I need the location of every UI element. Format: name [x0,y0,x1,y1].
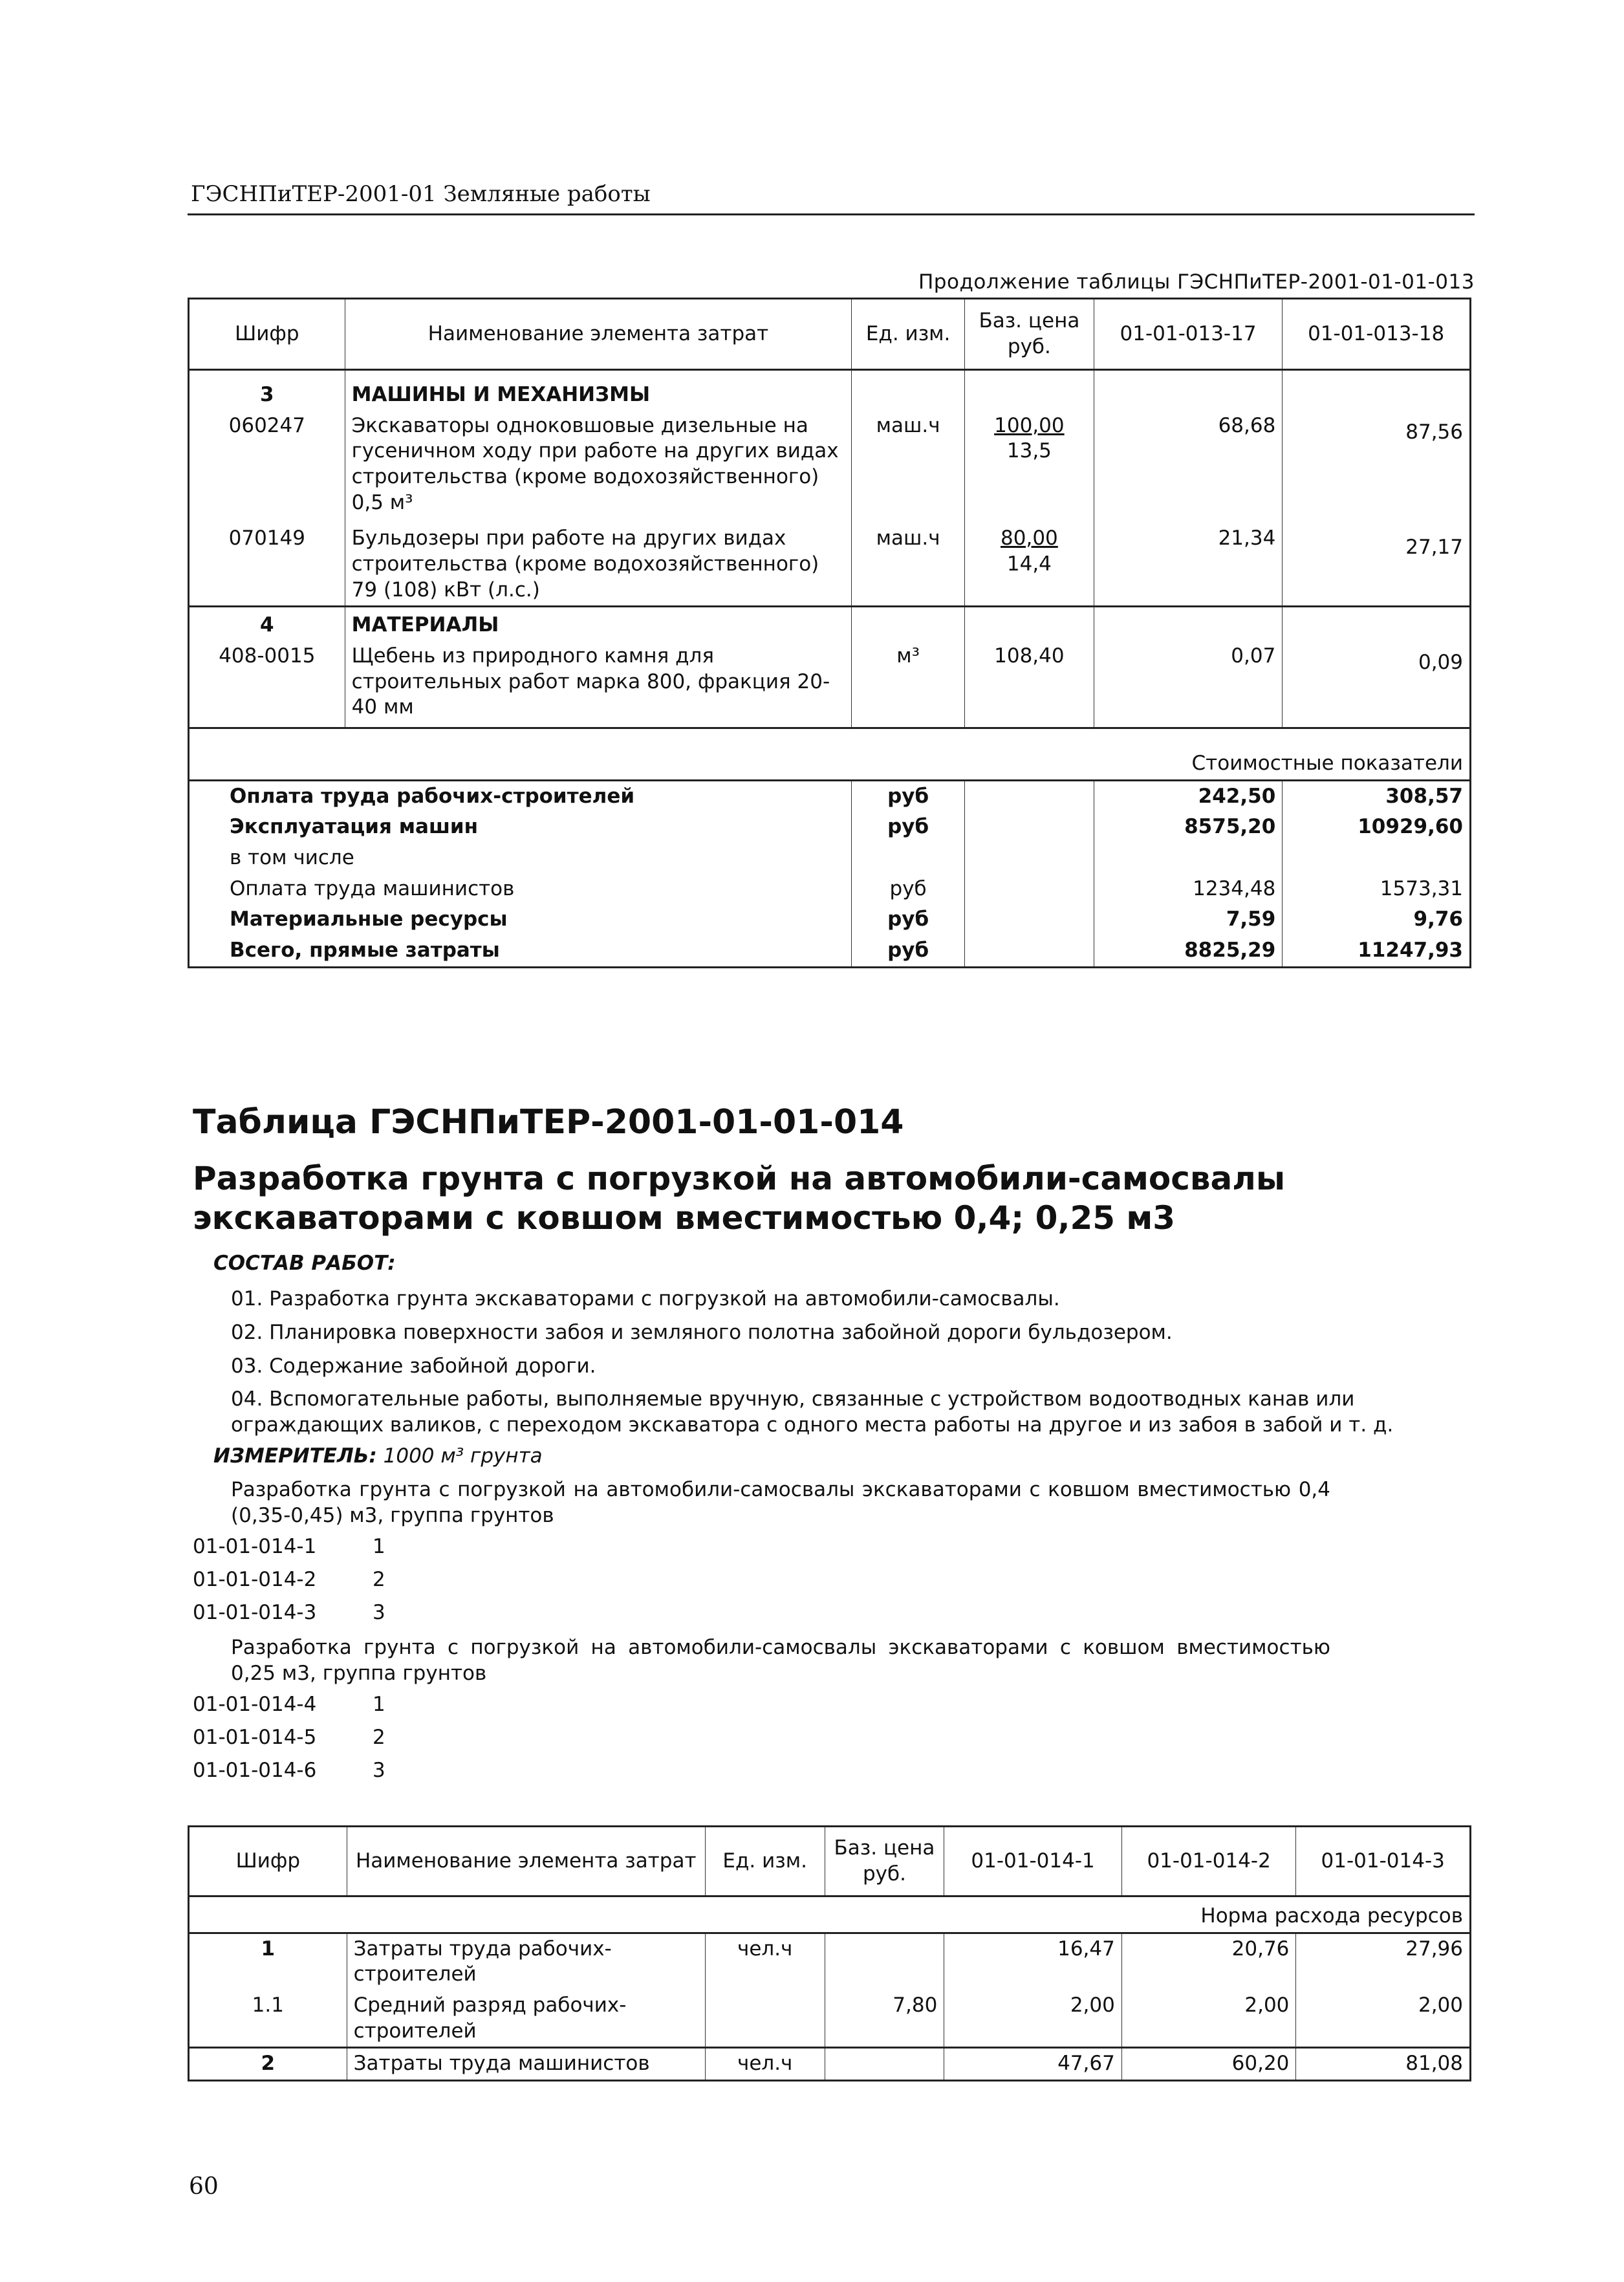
col-name: Наименование элемента затрат [347,1827,705,1896]
totals-unit: руб [852,904,965,935]
col-name: Наименование элемента затрат [345,299,852,370]
row-price: 108,40 [965,641,1094,728]
norm-header-row [189,1896,1471,1933]
section-row-machines [189,370,1471,411]
totals-value-18: 308,57 [1385,784,1463,808]
col-unit: Ед. изм. [852,299,965,370]
table-row [189,1933,1471,1990]
work-item: 02. Планировка поверхности забоя и земляного полотна забойной дороги бульдозером. [231,1321,1173,1344]
group: 2 [373,1726,385,1749]
col-01-01-013-18: 01-01-013-18 [1308,321,1445,345]
row-unit: чел.ч [705,2048,825,2081]
section-name: МАТЕРИАЛЫ [345,607,852,641]
col-code: Шифр [189,1827,347,1896]
row-price [965,411,1094,519]
row-code: 408-0015 [189,641,345,728]
code: 01-01-014-2 [193,1568,317,1591]
row-price: 7,80 [825,1990,944,2048]
code: 01-01-014-3 [193,1601,317,1624]
row-code: 060247 [189,411,345,519]
row-value-17: 0,07 [1094,641,1283,728]
page-number: 60 [189,2173,219,2200]
totals-name: Оплата труда рабочих-строителей [189,780,852,812]
table-row [189,411,1471,519]
totals-name: Эксплуатация машин [189,812,852,843]
row-value-2: 60,20 [1121,2048,1296,2081]
totals-name: Всего, прямые затраты [189,935,852,967]
totals-value-17: 1234,48 [1094,874,1283,905]
row-value-18: 87,56 [1405,420,1463,444]
row-code: 070149 [189,518,345,607]
price-bottom: 14,4 [1006,552,1052,576]
row-code: 1 [189,1933,347,1990]
row-unit [705,1990,825,2048]
group: 3 [373,1601,385,1624]
row-unit: м³ [852,641,965,728]
group: 2 [373,1568,385,1591]
norm-header: Норма расхода ресурсов [1200,1904,1463,1928]
row-value-3: 27,96 [1405,1937,1463,1961]
row-unit: маш.ч [852,411,965,519]
col-code: Шифр [189,299,345,370]
row-value-3: 2,00 [1418,1994,1463,2017]
totals-row [189,843,1471,874]
row-price [825,1933,944,1990]
totals-row [189,935,1471,967]
code: 01-01-014-1 [193,1535,317,1558]
section-name: МАШИНЫ И МЕХАНИЗМЫ [345,370,852,411]
totals-unit: руб [852,812,965,843]
row-value-1: 16,47 [944,1933,1122,1990]
totals-row [189,874,1471,905]
totals-unit: руб [852,935,965,967]
row-value-2: 20,76 [1121,1933,1296,1990]
header-rule [188,213,1475,215]
row-price [965,518,1094,607]
table2 [188,1825,1471,2081]
row-value-18: 27,17 [1405,536,1463,560]
price-top: 100,00 [994,413,1065,437]
izmeritel-value: 1000 м³ грунта [383,1444,543,1468]
row-code: 2 [189,2048,347,2081]
group2-text: Разработка грунта с погрузкой на автомобили-самосвалы экскаваторами с ковшом вместимостью 0,25 м3, группа грунтов [231,1636,1330,1686]
group: 3 [373,1759,385,1782]
totals-name: в том числе [189,843,852,874]
table-row [189,641,1471,728]
work-item: 01. Разработка грунта экскаваторами с погрузкой на автомобили-самосвалы. [231,1287,1060,1310]
section-subtitle: Разработка грунта с погрузкой на автомобили-самосвалы экскаваторами с ковшом вместимостью 0,4; 0,25 м3 [193,1160,1286,1237]
totals-name: Оплата труда машинистов [189,874,852,905]
row-name: Затраты труда машинистов [347,2048,705,2081]
totals-value-17: 7,59 [1094,904,1283,935]
section-code: 4 [189,607,345,641]
cost-header: Стоимостные показатели [1191,752,1463,776]
table1-header-row [189,299,1471,370]
list-item [193,1759,385,1782]
row-code: 1.1 [189,1990,347,2048]
totals-unit: руб [852,780,965,812]
row-name: Средний разряд рабочих-строителей [347,1990,705,2048]
row-unit: чел.ч [705,1933,825,1990]
col-01-01-013-17: 01-01-013-17 [1094,299,1283,370]
price-bottom: 13,5 [1006,439,1052,463]
totals-row [189,904,1471,935]
table1-caption: Продолжение таблицы ГЭСНПиТЕР-2001-01-01-013 [918,270,1475,294]
row-name: Затраты труда рабочих-строителей [347,1933,705,1990]
totals-row [189,780,1471,812]
table2-header-row [189,1827,1471,1896]
totals-name: Материальные ресурсы [189,904,852,935]
list-item [193,1726,385,1749]
col-unit: Ед. изм. [705,1827,825,1896]
row-name: Экскаваторы одноковшовые дизельные на гусеничном ходу при работе на других видах строительства (кроме водохозяйственного) 0,5 м³ [345,411,852,519]
list-item [193,1601,385,1624]
totals-value-18: 1573,31 [1380,876,1463,900]
col-price: Баз. цена руб. [825,1827,944,1896]
row-value-17: 21,34 [1094,518,1283,607]
row-value-2: 2,00 [1121,1990,1296,2048]
totals-value-18: 11247,93 [1358,939,1463,962]
running-header: ГЭСНПиТЕР-2001-01 Земляные работы [191,181,651,207]
row-value-3: 81,08 [1405,2052,1463,2076]
table-row [189,518,1471,607]
row-name: Щебень из природного камня для строительных работ марка 800, фракция 20-40 мм [345,641,852,728]
col-01-01-014-2: 01-01-014-2 [1121,1827,1296,1896]
work-item: 04. Вспомогательные работы, выполняемые вручную, связанные с устройством водоотводных канав или ограждающих валиков, с переходом экскаватора с одного места работы на другое и из забоя в забой и т. д. [231,1387,1394,1437]
izmeritel [213,1444,543,1468]
group1-text: Разработка грунта с погрузкой на автомобили-самосвалы экскаваторами с ковшом вместимостью 0,4 (0,35-0,45) м3, группа грунтов [231,1478,1330,1528]
totals-value-18: 10929,60 [1358,815,1463,839]
row-name: Бульдозеры при работе на других видах строительства (кроме водохозяйственного) 79 (108) кВт (л.с.) [345,518,852,607]
table-row [189,2048,1471,2081]
row-value-1: 47,67 [944,2048,1122,2081]
section-title: Таблица ГЭСНПиТЕР-2001-01-01-014 [193,1103,904,1142]
list-item [193,1535,385,1558]
row-value-17: 68,68 [1094,411,1283,519]
section-row-materials [189,607,1471,641]
price-top: 80,00 [1001,527,1058,550]
group: 1 [373,1535,385,1558]
col-01-01-014-3: 01-01-014-3 [1321,1849,1445,1873]
totals-row [189,812,1471,843]
row-value-18: 0,09 [1418,651,1463,675]
row-price [825,2048,944,2081]
list-item [193,1693,385,1716]
totals-value-17: 8825,29 [1094,935,1283,967]
row-unit: маш.ч [852,518,965,607]
table-row [189,1990,1471,2048]
code: 01-01-014-4 [193,1693,317,1716]
code: 01-01-014-5 [193,1726,317,1749]
totals-value-18: 9,76 [1413,907,1463,931]
group: 1 [373,1693,385,1716]
izmeritel-label: ИЗМЕРИТЕЛЬ: [213,1444,377,1468]
col-price: Баз. цена руб. [965,299,1094,370]
work-item: 03. Содержание забойной дороги. [231,1354,596,1378]
list-item [193,1568,385,1591]
col-01-01-014-1: 01-01-014-1 [944,1827,1122,1896]
totals-value-17: 8575,20 [1094,812,1283,843]
totals-value-17: 242,50 [1094,780,1283,812]
code: 01-01-014-6 [193,1759,317,1782]
sostav-label: СОСТАВ РАБОТ: [213,1252,396,1275]
row-value-1: 2,00 [944,1990,1122,2048]
cost-header-row [189,728,1471,781]
section-code: 3 [189,370,345,411]
totals-unit: руб [852,874,965,905]
table1 [188,298,1471,968]
